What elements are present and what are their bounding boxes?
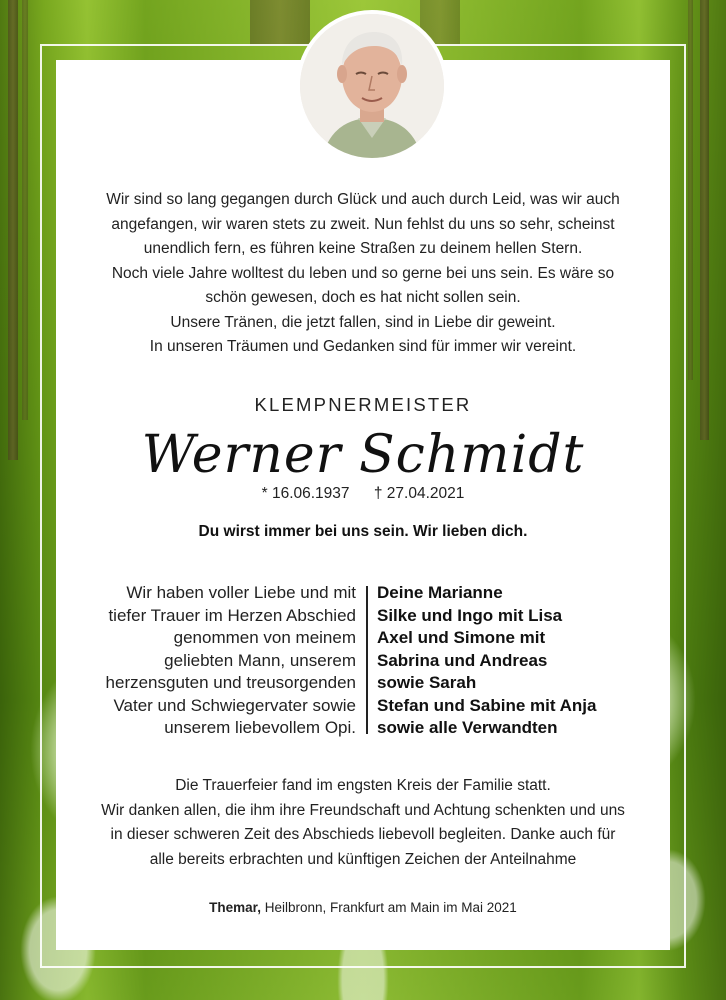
farewell-line: genommen von meinem xyxy=(173,628,356,647)
closing-line: in dieser schweren Zeit des Abschieds liebevoll begleiten. Danke auch für xyxy=(110,826,616,843)
death-date: † 27.04.2021 xyxy=(373,485,465,502)
tree-trunk xyxy=(250,0,310,46)
farewell-line: herzensguten und treusorgenden xyxy=(105,673,356,692)
mourners-list xyxy=(377,582,677,740)
poem-line: Wir sind so lang gegangen durch Glück und auch durch Leid, was wir auch xyxy=(106,191,620,208)
life-dates xyxy=(0,485,726,503)
poem-line: angefangen, wir waren stets zu zweit. Nun fehlst du uns so sehr, scheinst xyxy=(111,215,615,233)
mourner: Axel und Simone mit xyxy=(377,628,546,647)
closing-line: alle bereits erbrachten und künftigen Zeichen der Anteilnahme xyxy=(149,850,577,868)
tree-trunk xyxy=(8,0,18,460)
poem-line: unendlich fern, es führen keine Straßen zu deinem hellen Stern. xyxy=(143,240,583,257)
farewell-line: Vater und Schwiegervater sowie xyxy=(113,695,356,715)
motto: Du wirst immer bei uns sein. Wir lieben dich. xyxy=(198,523,528,540)
column-divider xyxy=(366,586,368,734)
tree-trunk xyxy=(688,0,693,380)
poem-line: Noch viele Jahre wolltest du leben und so gerne bei uns sein. Es wäre so xyxy=(111,264,615,282)
farewell-text xyxy=(70,582,356,740)
farewell-line: Wir haben voller Liebe und mit xyxy=(126,583,356,602)
deceased-title: KLEMPNERMEISTER xyxy=(254,394,472,415)
farewell-line: tiefer Trauer im Herzen Abschied xyxy=(108,605,356,625)
poem-line: schön gewesen, doch es hat nicht sollen sein. xyxy=(205,289,521,306)
farewell-line: geliebten Mann, unserem xyxy=(164,650,356,670)
mourner: sowie Sarah xyxy=(377,673,477,692)
place-rest: Heilbronn, Frankfurt am Main im Mai 2021 xyxy=(260,900,517,915)
deceased-name xyxy=(0,410,726,490)
portrait-photo xyxy=(296,10,448,162)
poem-line: Unsere Tränen, die jetzt fallen, sind in Liebe dir geweint. xyxy=(170,313,556,331)
mourner: Stefan und Sabine mit Anja xyxy=(377,695,597,715)
poem-line: In unseren Träumen und Gedanken sind für immer wir vereint. xyxy=(149,338,577,355)
closing-line: Die Trauerfeier fand im engsten Kreis der Familie statt. xyxy=(175,777,551,794)
mourner: Deine Marianne xyxy=(377,583,503,602)
closing-text xyxy=(60,774,666,872)
tree-trunk xyxy=(22,0,28,420)
tree-trunk xyxy=(700,0,709,440)
farewell-line: unserem liebevollem Opi. xyxy=(164,718,356,737)
birth-date: * 16.06.1937 xyxy=(261,485,350,502)
place-date xyxy=(0,900,726,915)
mourner: sowie alle Verwandten xyxy=(377,718,558,737)
deceased-name-text: Werner Schmidt xyxy=(141,425,585,485)
poem xyxy=(60,188,666,360)
closing-line: Wir danken allen, die ihm ihre Freundschaft und Achtung schenkten und uns xyxy=(101,801,625,819)
place-town: Themar, xyxy=(209,900,261,915)
portrait-icon xyxy=(300,14,444,158)
mourner: Sabrina und Andreas xyxy=(377,650,548,670)
mourner: Silke und Ingo mit Lisa xyxy=(377,605,563,625)
